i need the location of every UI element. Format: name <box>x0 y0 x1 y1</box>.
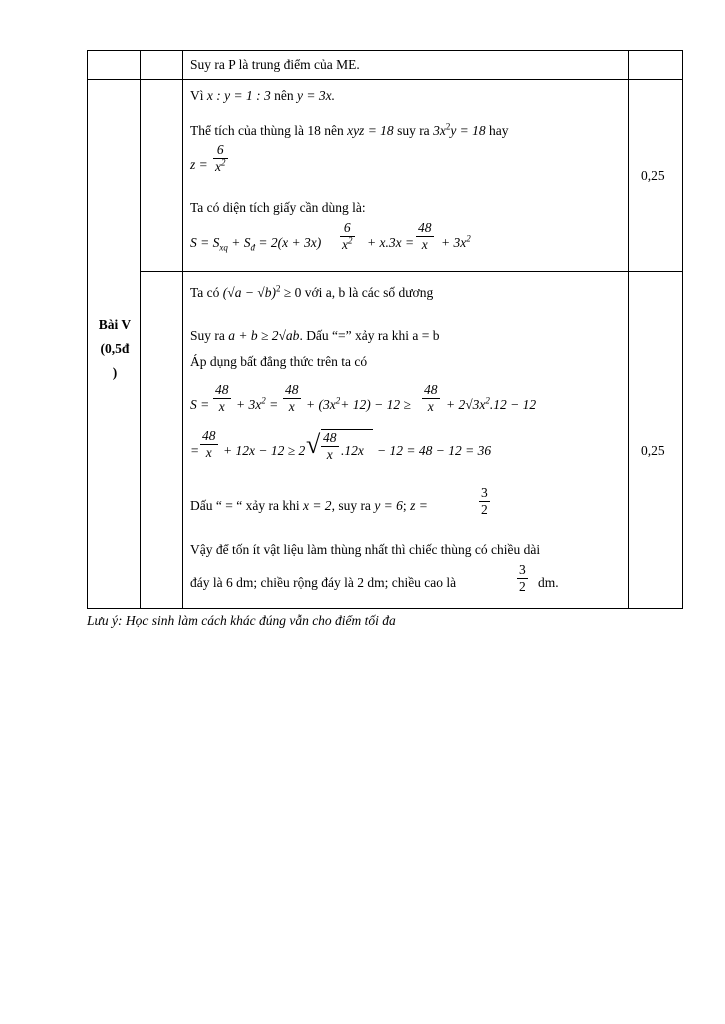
s2-line8: đáy là 6 dm; chiều rộng đáy là 2 dm; chiều cao là <box>190 575 457 590</box>
s2-l5-c: − 12 = 48 − 12 = 36 <box>377 443 492 458</box>
s1-z-fraction <box>213 143 228 174</box>
s1-y-eq: y = 3x. <box>296 88 335 103</box>
s1-z-label: z = <box>190 157 208 172</box>
bai-v-line1: Bài V <box>98 317 132 332</box>
top-row-text: Suy ra P là trung điểm của ME. <box>190 57 360 72</box>
s1-area-expr-d: + x.3x = <box>367 235 415 250</box>
s1-nen: nên <box>274 88 294 103</box>
footnote: Lưu ý: Học sinh làm cách khác đúng vẫn cho điểm tối đa <box>87 613 396 628</box>
s2-l5-b: .12x <box>341 443 364 458</box>
table-col-divider <box>628 50 629 609</box>
s1-area-expr-a: $S = S_{xq} + S_đ = 2(x + 3x)$ <box>190 235 322 253</box>
s2-l4-d: + $2√3x^2.12 - 12$ <box>446 395 537 412</box>
s1-eq2b: y = 18 <box>450 123 486 138</box>
s2-score: 0,25 <box>641 443 665 458</box>
s2-line2: Suy ra a + b ≥ 2√ab. Dấu “=” xảy ra khi a = b <box>190 328 440 343</box>
s1-score: 0,25 <box>641 168 665 183</box>
s2-l5-radical: √ <box>306 430 321 459</box>
bai-v-line3: ) <box>112 365 118 380</box>
s2-l5-root-frac: 48 x <box>323 430 337 462</box>
table-bottom-border <box>87 608 683 609</box>
s2-l4-a: + $3x^2$ = <box>236 395 279 412</box>
s2-l6-frac: 3 2 <box>481 485 488 517</box>
s1-eq2a: 3x <box>433 123 446 138</box>
table-row-divider <box>87 79 683 80</box>
s2-l4-b: + $(3x^2+ 12) - 12$ ≥ <box>306 395 411 412</box>
s1-area-expr-e: + $3x^2$ <box>441 233 471 250</box>
s1-z-num: 6 <box>216 142 224 157</box>
s2-l8-unit: dm. <box>538 575 559 590</box>
table-top-border <box>87 50 683 51</box>
table-row-divider <box>140 271 683 272</box>
s2-line6: Dấu “ = “ xảy ra khi x = 2, suy ra y = 6; z = <box>190 498 428 513</box>
s1-area-frac1: 6 $x^2$ <box>342 220 353 252</box>
s1-xyz-eq: xyz = 18 <box>347 123 394 138</box>
s1-line2: Thể tích của thùng là 18 nên xyz = 18 suy ra $3x^2y = 18$ hay <box>190 121 509 138</box>
bai-v-line2: (0,5đ <box>100 341 130 356</box>
s1-area-text: Ta có diện tích giấy cần dùng là: <box>190 200 366 215</box>
s2-l4-frac2: 48 x <box>285 382 299 414</box>
s2-l5-frac1: 48 x <box>202 428 216 460</box>
bai-v-label <box>93 313 137 385</box>
table-col-divider <box>140 50 141 609</box>
s2-l8-frac: 3 2 <box>519 562 526 594</box>
table-left-border <box>87 50 88 609</box>
s2-l4-frac1: 48 x <box>215 382 229 414</box>
s1-hay: hay <box>489 123 509 138</box>
s1-line1 <box>190 88 335 104</box>
s2-l4-s: S = <box>190 397 210 412</box>
s1-ratio: x : y = 1 : 3 <box>206 88 271 103</box>
s2-l5-a: + 12x − 12 ≥ 2 <box>223 443 306 458</box>
table-col-divider <box>182 50 183 609</box>
s2-line1: Ta có $(√a - √b)^2 \ge 0$ với a, b là các số dương <box>190 283 434 300</box>
s2-l5-eq: = <box>190 443 200 458</box>
s2-l4-frac3: 48 x <box>424 382 438 414</box>
s1-z-den: $x^2$ <box>215 157 226 174</box>
table-right-border <box>682 50 683 609</box>
s1-area-frac2: 48 x <box>418 220 432 252</box>
s1-suyra: suy ra <box>397 123 430 138</box>
s2-line7: Vậy để tốn ít vật liệu làm thùng nhất thì chiếc thùng có chiều dài <box>190 542 541 557</box>
s1-volume-text: Thể tích của thùng là 18 nên <box>190 123 344 138</box>
s1-vi: Vì <box>190 88 204 103</box>
s2-line3: Áp dụng bất đẳng thức trên ta có <box>190 354 368 369</box>
